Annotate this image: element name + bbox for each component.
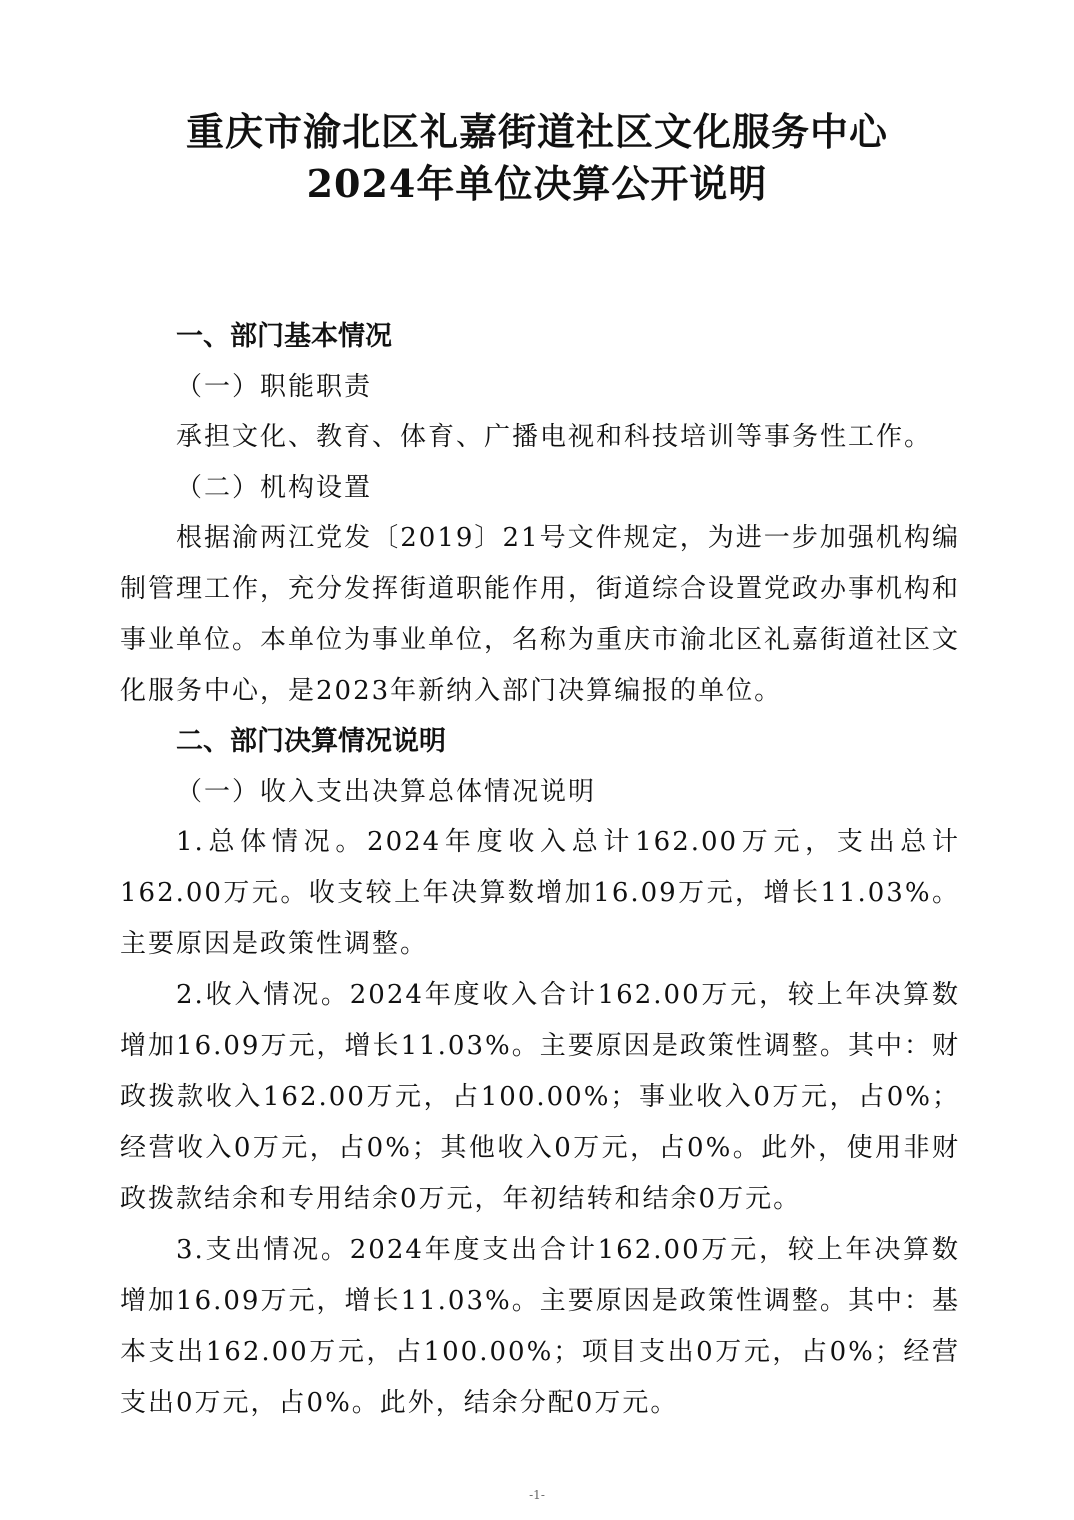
subheading-organization: （二）机构设置 [176, 473, 373, 503]
document-title-line2: 2024年单位决算公开说明 [306, 161, 768, 206]
document-title-line1: 重庆市渝北区礼嘉街道社区文化服务中心 [185, 109, 888, 154]
paragraph-income: 2.收入情况。2024年度收入合计162.00万元，较上年决算数增加16.09万元，增长11.03%。主要原因是政策性调整。其中：财政拨款收入162.00万元，占100.00%；事业收入0万元，占0%；经营收入0万元，占0%；其他收入0万元，占0%。此外，使用非财政拨款结余和专用结余0万元，年初结转和结余0万元。 [120, 980, 960, 1214]
section-heading-basic-info: 一、部门基本情况 [176, 321, 392, 352]
subheading-income-expense-overview: （一）收入支出决算总体情况说明 [176, 777, 597, 807]
subheading-duties: （一）职能职责 [176, 372, 373, 402]
document-body [120, 312, 960, 1429]
paragraph-overall: 1.总体情况。2024年度收入总计162.00万元，支出总计162.00万元。收支较上年决算数增加16.09万元，增长11.03%。主要原因是政策性调整。 [120, 827, 960, 959]
paragraph-duties: 承担文化、教育、体育、广播电视和科技培训等事务性工作。 [176, 422, 933, 452]
page-number: -1- [529, 1488, 545, 1502]
section-heading-final-accounts: 二、部门决算情况说明 [176, 726, 446, 757]
paragraph-expenditure: 3.支出情况。2024年度支出合计162.00万元，较上年决算数增加16.09万元，增长11.03%。主要原因是政策性调整。其中：基本支出162.00万元，占100.00%；项目支出0万元，占0%；经营支出0万元，占0%。此外，结余分配0万元。 [120, 1235, 960, 1418]
paragraph-organization: 根据渝两江党发〔2019〕21号文件规定，为进一步加强机构编制管理工作，充分发挥街道职能作用，街道综合设置党政办事机构和事业单位。本单位为事业单位，名称为重庆市渝北区礼嘉街道社区文化服务中心，是2023年新纳入部门决算编报的单位。 [120, 523, 961, 706]
